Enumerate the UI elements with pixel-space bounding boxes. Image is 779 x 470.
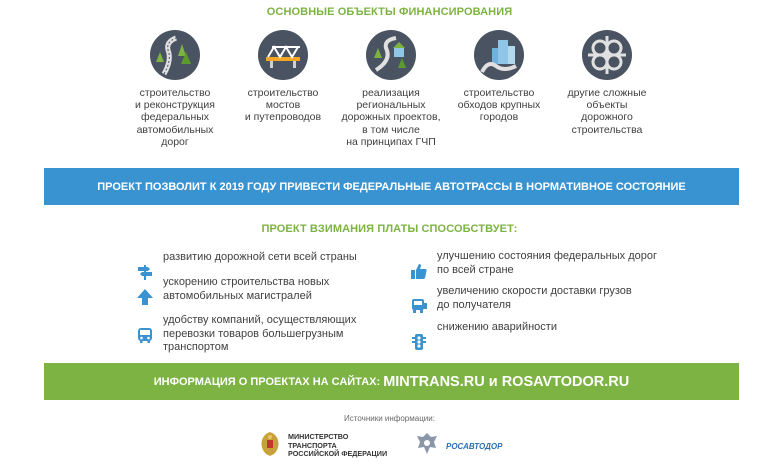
rosavtodor-logo (414, 430, 534, 462)
financing-item-regional (336, 30, 446, 148)
benefit-item (136, 276, 329, 303)
benefit-text: улучшению состояния федеральных дорог по всей стране (437, 250, 658, 276)
benefit-text: развитию дорожной сети всей страны (163, 251, 357, 263)
benefit-item (410, 250, 657, 277)
benefit-text: увеличению скорости доставки грузов до получателя (437, 285, 632, 311)
coat-of-arms-icon (258, 430, 282, 463)
rosavtodor-name: РОСАВТОДОР (446, 441, 503, 451)
mintrans-name: МИНИСТЕРСТВО ТРАНСПОРТА РОССИЙСКОЙ ФЕДЕРАЦИИ (288, 432, 388, 459)
project-goal-banner: ПРОЕКТ ПОЗВОЛИТ К 2019 ГОДУ ПРИВЕСТИ ФЕДЕРАЛЬНЫЕ АВТОТРАССЫ В НОРМАТИВНОЕ СОСТОЯНИЕ (44, 168, 739, 205)
benefit-item (136, 251, 357, 267)
interchange-icon (582, 30, 632, 80)
benefit-text: удобству компаний, осуществляющих перевозки товаров большегрузным транспортом (163, 314, 357, 353)
financing-item-label: строительство и реконструкция федеральных автомобильных дорог (134, 87, 215, 148)
benefit-item (410, 285, 632, 312)
thumbs-up-icon (410, 248, 428, 266)
sites-info-banner (44, 363, 739, 400)
forest-road-icon (150, 30, 200, 80)
financing-item-label: другие сложные объекты дорожного строительства (567, 87, 647, 136)
sources-label: Источники информации: (344, 414, 435, 423)
financing-item-bypasses (444, 30, 554, 124)
signpost-icon (136, 249, 154, 267)
mintrans-site-link[interactable]: MINTRANS.RU (383, 373, 485, 390)
financing-item-federal-roads (120, 30, 230, 148)
eagle-emblem-icon (414, 430, 440, 463)
financing-item-bridges (228, 30, 338, 124)
regional-roads-icon (366, 30, 416, 80)
rosavtodor-site-link[interactable]: ROSAVTODOR.RU (501, 373, 630, 390)
benefit-item (136, 314, 356, 355)
arrow-up-icon (136, 274, 154, 292)
financing-item-label: реализация региональных дорожных проектов, в том числе на принципах ГЧП (341, 87, 441, 148)
city-bypass-icon (474, 30, 524, 80)
bridge-icon (258, 30, 308, 80)
financing-item-label: строительство обходов крупных городов (457, 87, 541, 124)
sites-and: и (484, 373, 502, 390)
sites-info-prefix: ИНФОРМАЦИЯ О ПРОЕКТАХ НА САЙТАХ: (153, 375, 384, 388)
financing-title: ОСНОВНЫЕ ОБЪЕКТЫ ФИНАНСИРОВАНИЯ (266, 6, 513, 18)
truck-icon (410, 283, 428, 301)
benefit-text: снижению аварийности (437, 321, 557, 333)
benefit-text: ускорению строительства новых автомобильных магистралей (163, 276, 330, 302)
financing-item-complex (552, 30, 662, 136)
mintrans-logo (258, 430, 398, 462)
financing-item-label: строительство мостов и путепроводов (244, 87, 322, 124)
benefits-title: ПРОЕКТ ВЗИМАНИЯ ПЛАТЫ СПОСОБСТВУЕТ: (261, 223, 518, 235)
benefit-item (410, 321, 557, 337)
traffic-light-icon (410, 319, 428, 337)
bus-icon (136, 312, 154, 330)
